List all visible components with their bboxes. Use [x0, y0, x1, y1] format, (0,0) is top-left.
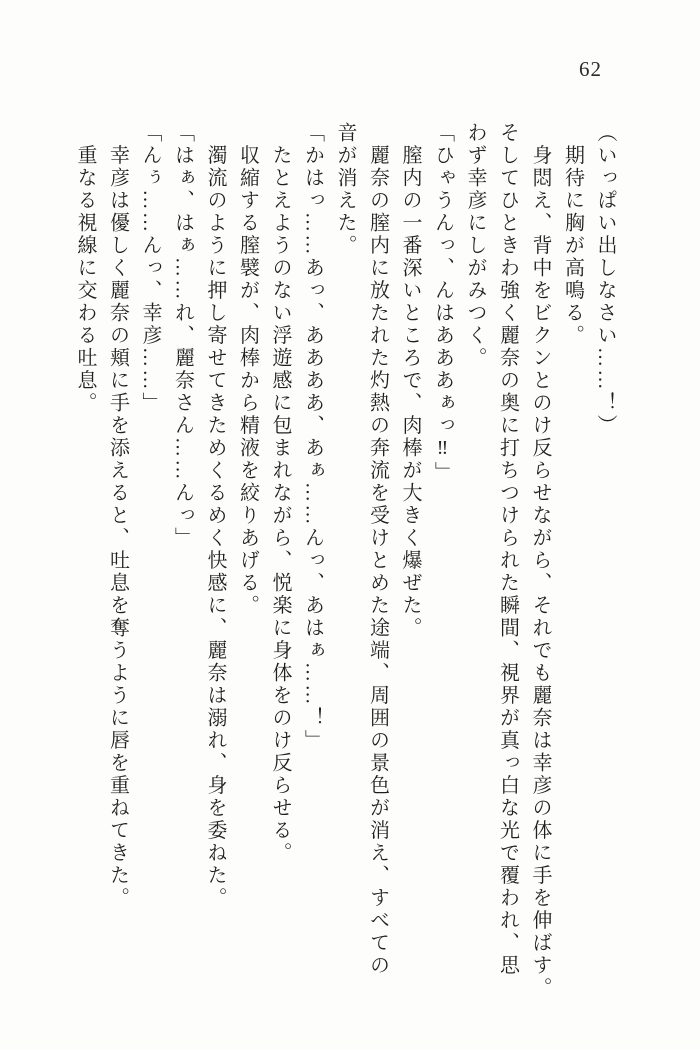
text-column: 膣内の一番深いところで、肉棒が大きく爆ぜた。: [399, 122, 421, 640]
text-column: 収縮する膣襞が、肉棒から精液を絞りあげる。: [236, 122, 259, 617]
text-column: 幸彦は優しく麗奈の頬に手を添えると、吐息を奪うように唇を重ねてきた。: [106, 122, 129, 910]
text-column: わず幸彦にしがみつく。: [464, 122, 486, 370]
text-column: 「んぅ……んっ、幸彦……」: [139, 122, 161, 415]
text-column: 重なる視線に交わる吐息。: [74, 122, 96, 415]
page-number: 62: [579, 57, 602, 81]
vertical-text-block: [69, 122, 622, 998]
text-column: 「はぁ、はぁ……れ、麗奈さん……んっ」: [171, 122, 194, 550]
text-column: 「かはっ……あっ、ああああ、あぁ……んっ、あはぁ……！」: [301, 122, 324, 752]
text-column: 「ひゃうんっ、んはあああぁっ‼」: [431, 122, 454, 484]
text-column: 期待に胸が高鳴る。: [561, 122, 584, 347]
text-column: （いっぱい出しなさい……！）: [594, 122, 616, 437]
text-column: たとえようのない浮遊感に包まれながら、悦楽に身体をのけ反らせる。: [269, 122, 291, 865]
text-column: 身悶え、背中をビクンとのけ反らせながら、それでも麗奈は幸彦の体に手を伸ばす。: [529, 122, 551, 1000]
text-column: 濁流のように押し寄せてきためくるめく快感に、麗奈は溺れ、身を委ねた。: [204, 122, 226, 910]
text-column: そしてひときわ強く麗奈の奥に打ちつけられた瞬間、視界が真っ白な光で覆われ、思: [496, 122, 519, 977]
text-column: 麗奈の膣内に放たれた灼熱の奔流を受けとめた途端、周囲の景色が消え、すべての: [366, 122, 389, 977]
text-column: 音が消えた。: [334, 122, 356, 257]
